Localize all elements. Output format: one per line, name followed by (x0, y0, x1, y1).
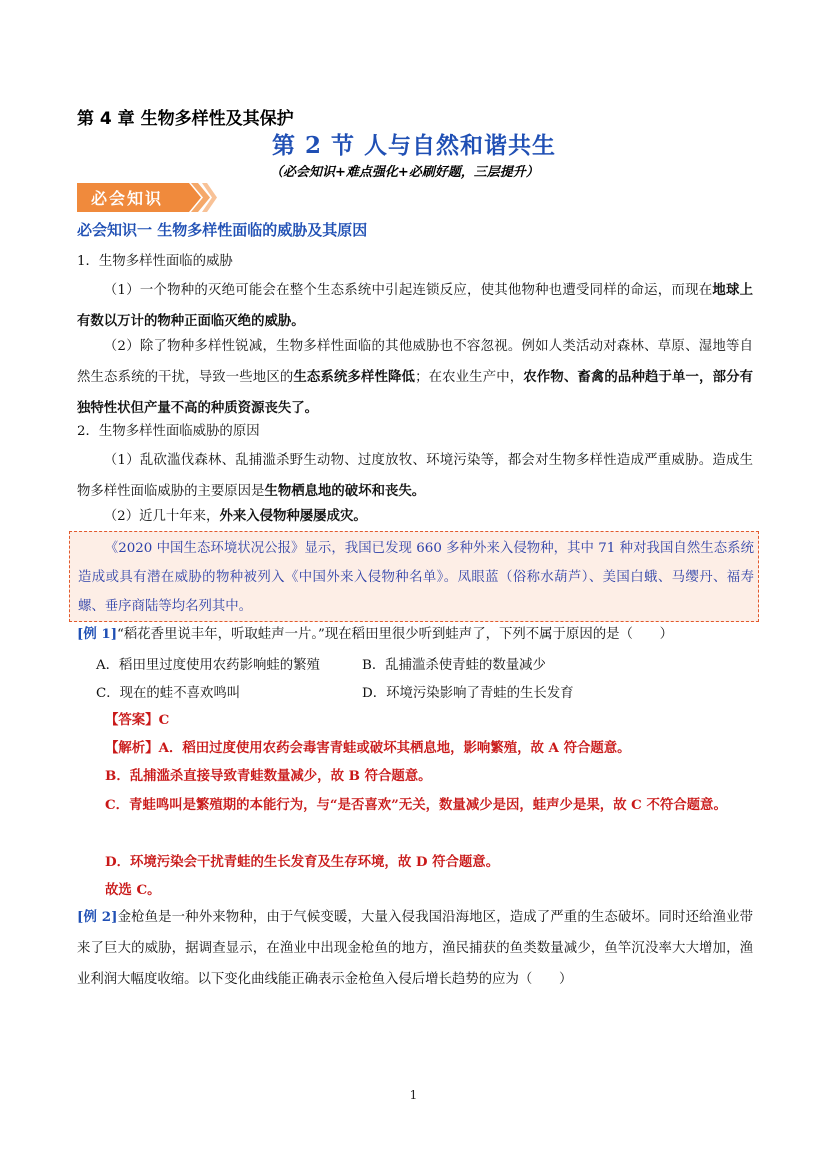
example2-tag: [例 2] (77, 909, 118, 925)
section-title (272, 127, 632, 160)
knowledge-heading: 必会知识一 生物多样性面临的威胁及其原因 (77, 221, 368, 239)
item1-p1-text: （1）一个物种的灭绝可能会在整个生态系统中引起连锁反应，使其他物种也遭受同样的命运，而现在 (103, 283, 713, 298)
analysis-a: A．稻田过度使用农药会毒害青蛙或破坏其栖息地，影响繁殖，故 A 符合题意。 (158, 740, 631, 756)
item2-paragraph2 (77, 501, 753, 532)
item2-p2-bold: 外来入侵物种屡屡成灾。 (219, 508, 367, 524)
analysis-label: 【解析】 (105, 740, 159, 756)
analysis-line-a (105, 734, 755, 763)
subtitle: （必会知识+难点强化+必刷好题，三层提升） (270, 165, 539, 180)
item2-paragraph1 (77, 445, 753, 507)
option-b: B．乱捕滥杀使青蛙的数量减少 (362, 658, 546, 673)
analysis-line-b: B．乱捕滥杀直接导致青蛙数量减少，故 B 符合题意。 (105, 768, 432, 784)
analysis-line-d: D．环境污染会干扰青蛙的生长发育及生存环境，故 D 符合题意。 (105, 854, 500, 870)
item1-p2-a: （2）除了物种多样性锐减，生物多样性面临的其他威胁也不容忽视。例如人类活动对森林、草原、湿地等自然生态系统的干扰，导致一些地区的 (77, 339, 753, 385)
item1-p2-bold1: 生态系统多样性降低 (293, 369, 416, 385)
item2-p1-a: （1）乱砍滥伐森林、乱捕滥杀野生动物、过度放牧、环境污染等，都会对生物多样性造成严重威胁。造成生物多样性面临威胁的主要原因是 (77, 453, 753, 499)
section-prefix: 第 (272, 132, 306, 159)
item1-title: 1．生物多样性面临的威胁 (77, 254, 233, 269)
option-a: A．稻田里过度使用农药影响蛙的繁殖 (96, 658, 320, 673)
callout-text: 《2020 中国生态环境状况公报》显示，我国已发现 660 多种外来入侵物种，其中 71 种对我国自然生态系统造成或具有潜在威胁的物种被列入《中国外来入侵物种名单》。凤眼蓝（俗称水葫芦）、美国白蛾、马缨丹、福寿螺、垂序商陆等均名列其中。 (78, 541, 754, 614)
example2-question (77, 902, 753, 995)
analysis-line-c: C．青蛙鸣叫是繁殖期的本能行为，与“是否喜欢”无关，数量减少是因，蛙声少是果，故 C 不符合题意。 (105, 797, 727, 813)
item1-p1-bold: 地球上有数以万计的物种正面临灭绝的威胁。 (77, 282, 753, 329)
answer-line (105, 706, 755, 735)
item2-p2-a: （2）近几十年来， (103, 509, 220, 524)
item1-p2-bold2: 农作物、畜禽的品种趋于单一，部分有独特性状但产量不高的种质资源丧失了。 (77, 369, 754, 416)
option-c: C．现在的蛙不喜欢鸣叫 (96, 686, 241, 701)
section-title-text: 节 人与自然和谐共生 (322, 132, 557, 159)
banner-label: 必会知识 (91, 189, 164, 208)
item1-p2-c: ；在农业生产中， (415, 370, 524, 385)
example1-question (77, 620, 753, 649)
example2-question-text: 金枪鱼是一种外来物种，由于气候变暖，大量入侵我国沿海地区，造成了严重的生态破坏。同时还给渔业带来了巨大的威胁，据调查显示，在渔业中出现金枪鱼的地方，渔民捕获的鱼类数量减少，鱼竿沉没率大大增加，渔业利润大幅度收缩。以下变化曲线能正确表示金枪鱼入侵后增长趋势的应为（ ） (77, 910, 753, 987)
answer-value: C (158, 712, 170, 728)
item2-p1-bold: 生物栖息地的破坏和丧失。 (264, 483, 426, 499)
conclusion: 故选 C。 (105, 882, 161, 898)
item1-paragraph1 (77, 275, 753, 337)
example1-tag: [例 1] (77, 626, 118, 642)
item2-title: 2．生物多样性面临威胁的原因 (77, 424, 260, 439)
item1-paragraph2 (77, 331, 753, 424)
page-number: 1 (409, 1088, 418, 1102)
section-banner (77, 183, 217, 212)
option-d: D．环境污染影响了青蛙的生长发育 (362, 686, 574, 701)
answer-label: 【答案】 (105, 712, 159, 728)
chapter-title: 第 4 章 生物多样性及其保护 (77, 109, 294, 129)
section-number: 2 (305, 132, 323, 159)
example1-question-text: “稻花香里说丰年，听取蛙声一片。”现在稻田里很少听到蛙声了，下列不属于原因的是（ ） (117, 627, 674, 642)
